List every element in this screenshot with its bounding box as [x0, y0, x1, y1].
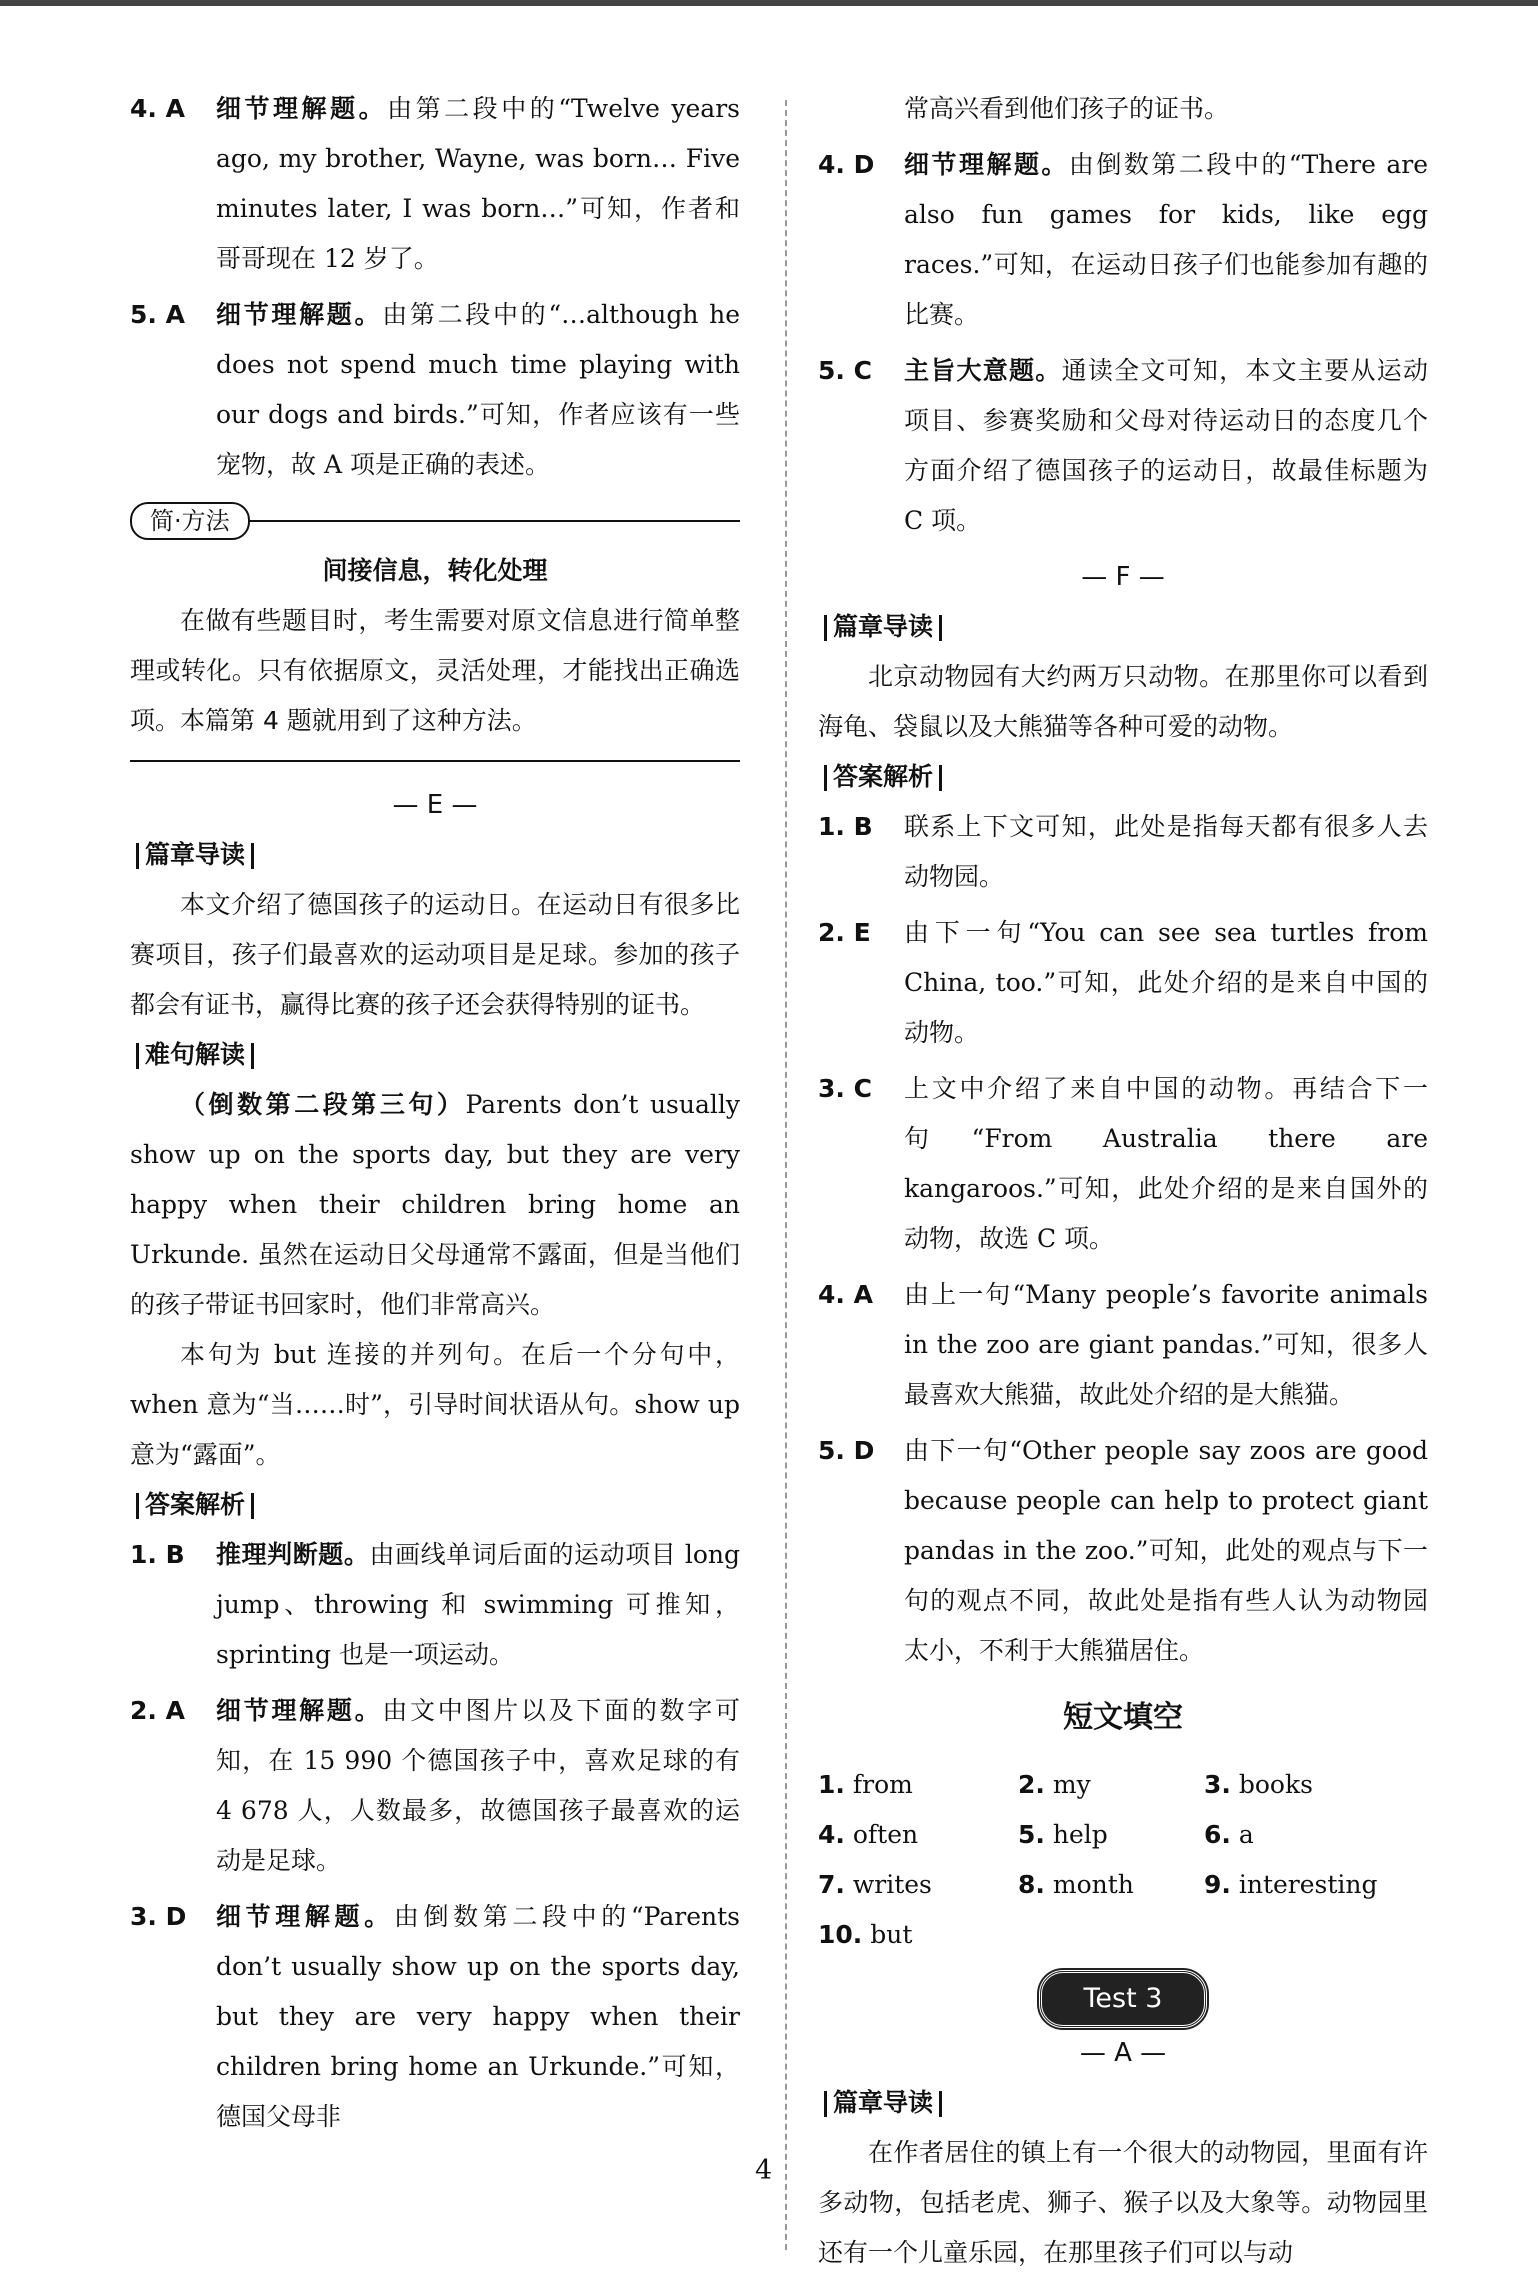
answer-item — [818, 908, 1428, 1058]
answer-number: 2. E — [818, 918, 871, 947]
method-tag: 简·方法 — [130, 502, 250, 540]
left-column — [130, 84, 740, 2142]
answer-item — [818, 802, 1428, 902]
guide-text: 本文介绍了德国孩子的运动日。在运动日有很多比赛项目，孩子们最喜欢的运动项目是足球。参加的孩子都会有证书，赢得比赛的孩子还会获得特别的证书。 — [130, 890, 740, 1019]
section-title-e: — E — — [392, 790, 478, 820]
answer-text: 联系上下文可知，此处是指每天都有很多人去动物园。 — [904, 812, 1428, 891]
answer-item — [130, 1686, 740, 1886]
answer-text-continued: 常高兴看到他们孩子的证书。 — [904, 94, 1230, 123]
answer-number: 3. C — [818, 1074, 872, 1103]
question-type: 主旨大意题。 — [904, 356, 1062, 385]
section-title-a: — A — — [1079, 2038, 1167, 2068]
page-number: 4 — [755, 2155, 773, 2186]
section-title-f: — F — — [1081, 562, 1165, 592]
guide-text: 在作者居住的镇上有一个很大的动物园，里面有许多动物，包括老虎、狮子、猴子以及大象等。动物园里还有一个儿童乐园，在那里孩子们可以与动 — [818, 2138, 1428, 2267]
answer-number: 4. D — [818, 150, 875, 179]
hard-sentence-label: （倒数第二段第三句） — [180, 1090, 466, 1119]
answer-text: 由文中图片以及下面的数字可知，在 15 990 个德国孩子中，喜欢足球的有 4 678 人，人数最多，故德国孩子最喜欢的运动是足球。 — [216, 1696, 740, 1875]
answer-item — [818, 346, 1428, 546]
cloze-item: 3. books — [1204, 1770, 1313, 1799]
top-rule — [0, 0, 1538, 6]
cloze-item: 1. from — [818, 1770, 913, 1799]
cloze-title: 短文填空 — [1063, 1700, 1183, 1735]
answer-number: 2. A — [130, 1696, 185, 1725]
answer-text: 由第二段中的“…although he does not spend much time playing with our dogs and birds.”可知，作者应该有一些宠物，故 A 项是正确的表述。 — [216, 300, 740, 479]
question-type: 推理判断题。 — [216, 1540, 370, 1569]
section-head: 答案解析 — [818, 752, 1428, 802]
cloze-item: 5. help — [1018, 1820, 1108, 1849]
question-type: 细节理解题。 — [216, 1902, 394, 1931]
hard-sentence-note: 本句为 but 连接的并列句。在后一个分句中，when 意为“当……时”，引导时间状语从句。show up 意为“露面”。 — [130, 1340, 740, 1469]
answer-text: 由倒数第二段中的“There are also fun games for kids, like egg races.”可知，在运动日孩子们也能参加有趣的比赛。 — [904, 150, 1428, 329]
cloze-item: 6. a — [1204, 1820, 1254, 1849]
cloze-item: 2. my — [1018, 1770, 1091, 1799]
section-head: 篇章导读 — [130, 830, 740, 880]
cloze-item: 7. writes — [818, 1870, 932, 1899]
answer-text: 由画线单词后面的运动项目 long jump、throwing 和 swimming 可推知，sprinting 也是一项运动。 — [216, 1540, 740, 1669]
answer-text: 由下一句“You can see sea turtles from China, too.”可知，此处介绍的是来自中国的动物。 — [904, 918, 1428, 1047]
answer-item — [130, 1892, 740, 2142]
answer-text: 通读全文可知，本文主要从运动项目、参赛奖励和父母对待运动日的态度几个方面介绍了德国孩子的运动日，故最佳标题为 C 项。 — [904, 356, 1428, 535]
guide-text: 北京动物园有大约两万只动物。在那里你可以看到海龟、袋鼠以及大熊猫等各种可爱的动物。 — [818, 662, 1428, 741]
section-head: 篇章导读 — [818, 2078, 1428, 2128]
cloze-item: 9. interesting — [1204, 1870, 1378, 1899]
answer-text: 由倒数第二段中的“Parents don’t usually show up on the sports day, but they are very happy when their children bring home an Urkunde.”可知，德国父母非 — [216, 1902, 740, 2131]
section-head: 难句解读 — [130, 1030, 740, 1080]
answer-number: 3. D — [130, 1902, 187, 1931]
answer-item — [130, 1530, 740, 1680]
answer-text: 由上一句“Many people’s favorite animals in the zoo are giant pandas.”可知，很多人最喜欢大熊猫，故此处介绍的是大熊猫。 — [904, 1280, 1428, 1409]
cloze-item: 4. often — [818, 1820, 919, 1849]
method-box — [130, 496, 740, 762]
answer-number: 1. B — [818, 812, 873, 841]
answer-item — [818, 1426, 1428, 1676]
answer-text: 由第二段中的“Twelve years ago, my brother, Wayne, was born… Five minutes later, I was born…”可知，作者和哥哥现在 12 岁了。 — [216, 94, 740, 273]
question-type: 细节理解题。 — [216, 300, 383, 329]
answer-number: 5. C — [818, 356, 872, 385]
answer-number: 4. A — [130, 94, 185, 123]
test-badge: Test 3 — [1039, 1970, 1208, 2028]
answer-number: 1. B — [130, 1540, 185, 1569]
answer-item — [818, 1064, 1428, 1264]
answer-item — [818, 1270, 1428, 1420]
answer-number: 4. A — [818, 1280, 873, 1309]
column-divider — [785, 100, 787, 2250]
question-type: 细节理解题。 — [904, 150, 1069, 179]
answer-item — [130, 84, 740, 284]
answer-number: 5. A — [130, 300, 185, 329]
hard-sentence — [130, 1080, 740, 1330]
cloze-answers — [818, 1760, 1428, 1960]
answer-text: 上文中介绍了来自中国的动物。再结合下一句“From Australia there are kangaroos.”可知，此处介绍的是来自国外的动物，故选 C 项。 — [904, 1074, 1428, 1253]
method-title: 间接信息，转化处理 — [322, 556, 548, 585]
question-type: 细节理解题。 — [216, 94, 388, 123]
method-text: 在做有些题目时，考生需要对原文信息进行简单整理或转化。只有依据原文，灵活处理，才能找出正确选项。本篇第 4 题就用到了这种方法。 — [130, 606, 740, 735]
answer-item — [818, 140, 1428, 340]
cloze-item: 10. but — [818, 1920, 913, 1949]
answer-number: 5. D — [818, 1436, 875, 1465]
section-head: 篇章导读 — [818, 602, 1428, 652]
answer-item — [130, 290, 740, 490]
section-head: 答案解析 — [130, 1480, 740, 1530]
cloze-item: 8. month — [1018, 1870, 1134, 1899]
right-column — [818, 84, 1428, 2278]
question-type: 细节理解题。 — [216, 1696, 383, 1725]
answer-text: 由下一句“Other people say zoos are good because people can help to protect giant pandas in the zoo.”可知，此处的观点与下一句的观点不同，故此处是指有些人认为动物园太小，不利于大熊猫居住。 — [904, 1436, 1428, 1665]
hard-sentence-text: Parents don’t usually show up on the sports day, but they are very happy when their children bring home an Urkunde. 虽然在运动日父母通常不露面，但是当他们的孩子带证书回家时，他们非常高兴。 — [130, 1090, 740, 1319]
